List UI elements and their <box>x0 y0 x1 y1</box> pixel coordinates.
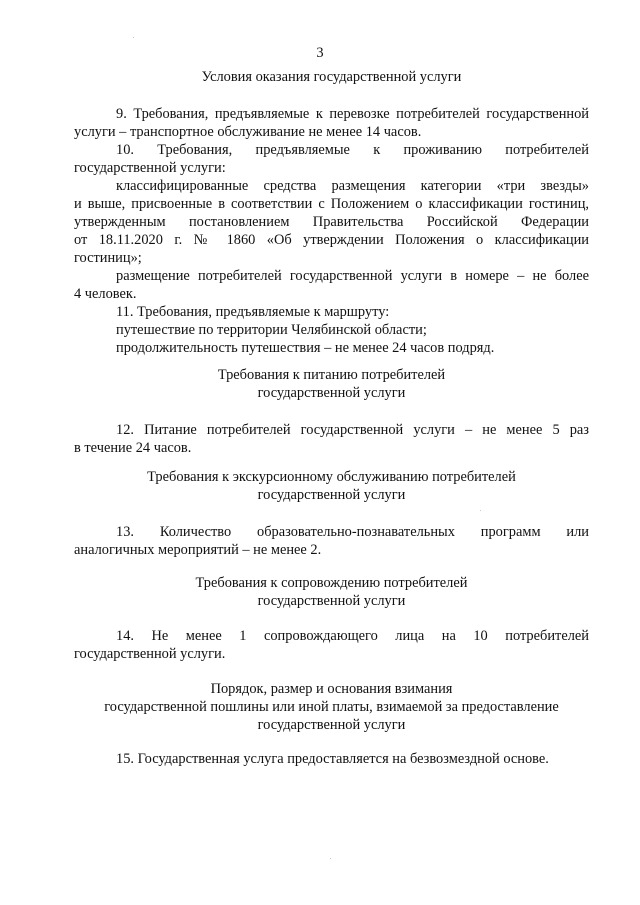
item14-line2: государственной услуги. <box>74 646 226 662</box>
item10-line6: от 18.11.2020 г. № 1860 «Об утверждении Положения о классификации <box>74 232 589 248</box>
item10-line9: 4 человек. <box>74 286 137 302</box>
item9-line1: 9. Требования, предъявляемые к перевозке потребителей государственной <box>116 106 589 122</box>
item10-line7: гостиниц»; <box>74 250 142 266</box>
page-number: 3 <box>316 45 324 61</box>
item10-line5: утвержденным постановлением Правительства Российской Федерации <box>74 214 589 230</box>
item10-line1: 10. Требования, предъявляемые к проживанию потребителей <box>116 142 589 158</box>
item12-line2: в течение 24 часов. <box>74 440 192 456</box>
section-title: Условия оказания государственной услуги <box>201 69 462 85</box>
fee-heading-line2: государственной пошлины или иной платы, взимаемой за предоставление <box>104 699 559 715</box>
scan-speck <box>480 510 481 511</box>
scan-speck <box>133 37 134 38</box>
fee-heading-line1: Порядок, размер и основания взимания <box>210 681 453 697</box>
item11-line3: продолжительность путешествия – не менее 24 часов подряд. <box>116 340 495 356</box>
item10-line3: классифицированные средства размещения категории «три звезды» <box>116 178 589 194</box>
fee-heading-line3: государственной услуги <box>257 717 406 733</box>
escort-heading-line2: государственной услуги <box>257 593 406 609</box>
excursion-heading-line1: Требования к экскурсионному обслуживанию потребителей <box>147 469 516 485</box>
food-heading-line1: Требования к питанию потребителей <box>217 367 446 383</box>
item13-line2: аналогичных мероприятий – не менее 2. <box>74 542 322 558</box>
item11-line2: путешествие по территории Челябинской области; <box>116 322 427 338</box>
food-heading-line2: государственной услуги <box>257 385 406 401</box>
escort-heading-line1: Требования к сопровождению потребителей <box>195 575 468 591</box>
excursion-heading-line2: государственной услуги <box>257 487 406 503</box>
item11-line1: 11. Требования, предъявляемые к маршруту: <box>116 304 390 320</box>
item14-line1: 14. Не менее 1 сопровождающего лица на 10 потребителей <box>116 628 589 644</box>
item9-line2: услуги – транспортное обслуживание не менее 14 часов. <box>74 124 422 140</box>
item10-line8: размещение потребителей государственной услуги в номере – не более <box>116 268 589 284</box>
item10-line2: государственной услуги: <box>74 160 226 176</box>
item15-line1: 15. Государственная услуга предоставляется на безвозмездной основе. <box>116 751 549 767</box>
item12-line1: 12. Питание потребителей государственной услуги – не менее 5 раз <box>116 422 589 438</box>
item13-line1: 13. Количество образовательно-познавательных программ или <box>116 524 589 540</box>
scan-speck <box>330 858 331 859</box>
item10-line4: и выше, присвоенные в соответствии с Положением о классификации гостиниц, <box>74 196 589 212</box>
